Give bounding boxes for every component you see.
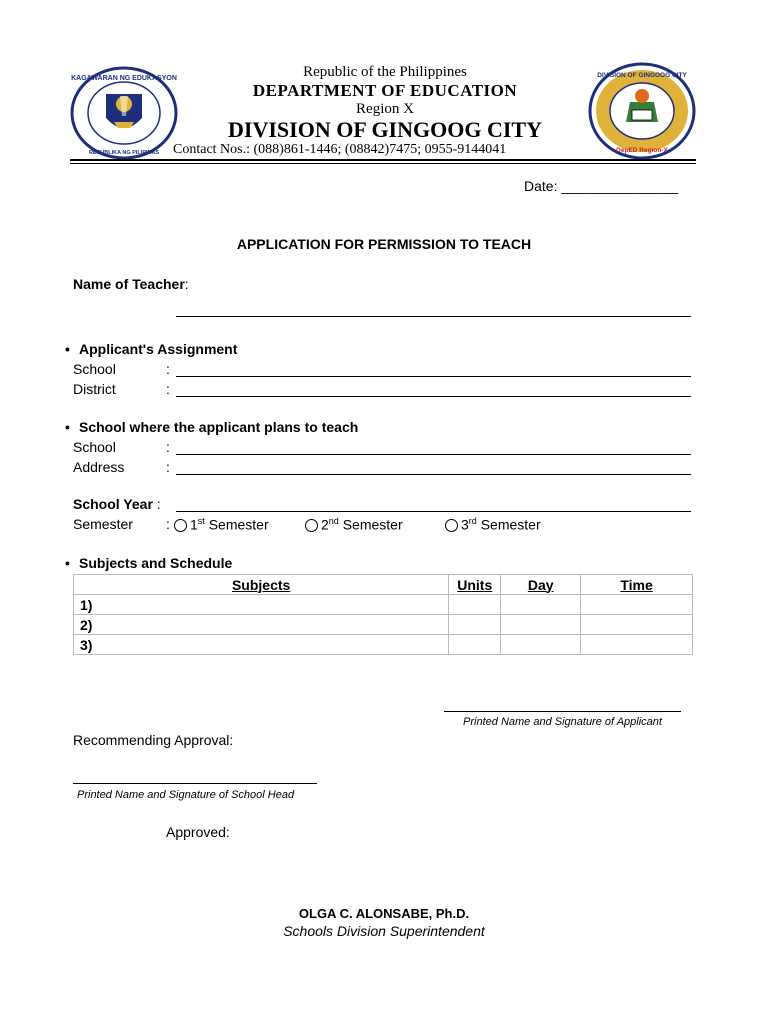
plans-heading [65,419,358,435]
table-header-row [74,575,693,595]
applicant-signature-caption: Printed Name and Signature of Applicant [463,716,662,728]
semester-option-second[interactable] [305,516,403,533]
radio-third-semester[interactable] [445,519,458,532]
school-head-signature-line[interactable] [73,783,317,784]
day-cell[interactable] [501,615,581,635]
plans-address-field[interactable] [176,474,691,475]
form-title: APPLICATION FOR PERMISSION TO TEACH [236,236,532,252]
school-year-text: School Year [73,496,153,512]
day-cell[interactable] [501,635,581,655]
table-row [74,615,693,635]
department-line: DEPARTMENT OF EDUCATION [252,81,518,100]
semester-colon: : [166,516,170,532]
division-line: DIVISION OF GINGOOG CITY [228,117,542,142]
division-seal-logo [588,62,696,160]
time-cell[interactable] [581,615,693,635]
second-sup: nd [328,516,339,526]
name-of-teacher-label [73,276,189,292]
radio-first-semester[interactable] [174,519,187,532]
svg-text:DIVISION OF GINGOOG CITY: DIVISION OF GINGOOG CITY [597,72,687,79]
superintendent-title: Schools Division Superintendent [283,923,485,939]
semester-label: Semester [73,516,133,532]
svg-text:KAGAWARAN NG EDUKASYON: KAGAWARAN NG EDUKASYON [71,75,177,82]
school-year-label [73,496,161,512]
header-rule-thick [70,159,696,161]
col-units: Units [449,575,501,595]
row-number[interactable]: 2) [74,615,449,635]
day-cell[interactable] [501,595,581,615]
subjects-table [73,574,693,655]
subjects-heading [65,555,232,571]
first-sup: st [197,516,205,526]
approved-label: Approved: [166,824,230,840]
plans-address-label: Address [73,459,125,475]
contact-line: Contact Nos.: (088)861-1446; (08842)7475; 0955-9144041 [173,142,507,157]
deped-seal-logo [70,66,178,160]
col-subjects: Subjects [74,575,449,595]
school-year-field[interactable] [176,511,691,512]
recommending-approval-label: Recommending Approval: [73,732,234,748]
bullet-icon: • [65,555,70,571]
school-year-colon: : [156,496,161,512]
units-cell[interactable] [449,595,501,615]
region-line: Region X [356,101,414,117]
time-cell[interactable] [581,635,693,655]
assignment-district-label: District [73,381,116,397]
third-num: 3 [461,516,469,533]
assignment-district-field[interactable] [176,396,691,397]
name-label-text: Name of Teacher [73,276,185,292]
semester-option-first[interactable] [174,516,269,533]
date-field[interactable]: Date: _______________ [524,178,679,194]
svg-text:DepED Region-X: DepED Region-X [616,147,668,154]
bullet-icon: • [65,419,70,435]
superintendent-name: OLGA C. ALONSABE, Ph.D. [298,906,470,921]
assignment-heading [65,341,237,357]
assignment-district-colon: : [166,381,170,397]
header-rule-thin [70,163,696,164]
first-word: Semester [204,516,269,533]
third-sup: rd [468,516,477,526]
svg-text:REPUBLIKA NG PILIPINAS: REPUBLIKA NG PILIPINAS [88,150,160,156]
radio-second-semester[interactable] [305,519,318,532]
third-word: Semester [476,516,541,533]
col-day: Day [501,575,581,595]
plans-heading-text: School where the applicant plans to teach [79,419,359,435]
plans-address-colon: : [166,459,170,475]
time-cell[interactable] [581,595,693,615]
table-row [74,635,693,655]
units-cell[interactable] [449,615,501,635]
name-of-teacher-field[interactable] [176,316,691,317]
deped-seal-icon [70,66,178,160]
applicant-signature-line[interactable] [444,711,681,712]
republic-line: Republic of the Philippines [303,64,467,80]
plans-school-label: School [73,439,116,455]
assignment-school-label: School [73,361,116,377]
first-num: 1 [190,516,198,533]
school-head-signature-caption: Printed Name and Signature of School Head [77,789,295,801]
plans-school-field[interactable] [176,454,691,455]
row-number[interactable]: 3) [74,635,449,655]
plans-school-colon: : [166,439,170,455]
division-seal-icon [588,62,696,160]
row-number[interactable]: 1) [74,595,449,615]
second-num: 2 [321,516,329,533]
semester-option-third[interactable] [445,516,541,533]
table-row [74,595,693,615]
assignment-school-colon: : [166,361,170,377]
assignment-school-field[interactable] [176,376,691,377]
bullet-icon: • [65,341,70,357]
assignment-heading-text: Applicant's Assignment [79,341,238,357]
subjects-heading-text: Subjects and Schedule [79,555,233,571]
col-time: Time [581,575,693,595]
name-colon: : [184,276,189,292]
units-cell[interactable] [449,635,501,655]
second-word: Semester [338,516,403,533]
